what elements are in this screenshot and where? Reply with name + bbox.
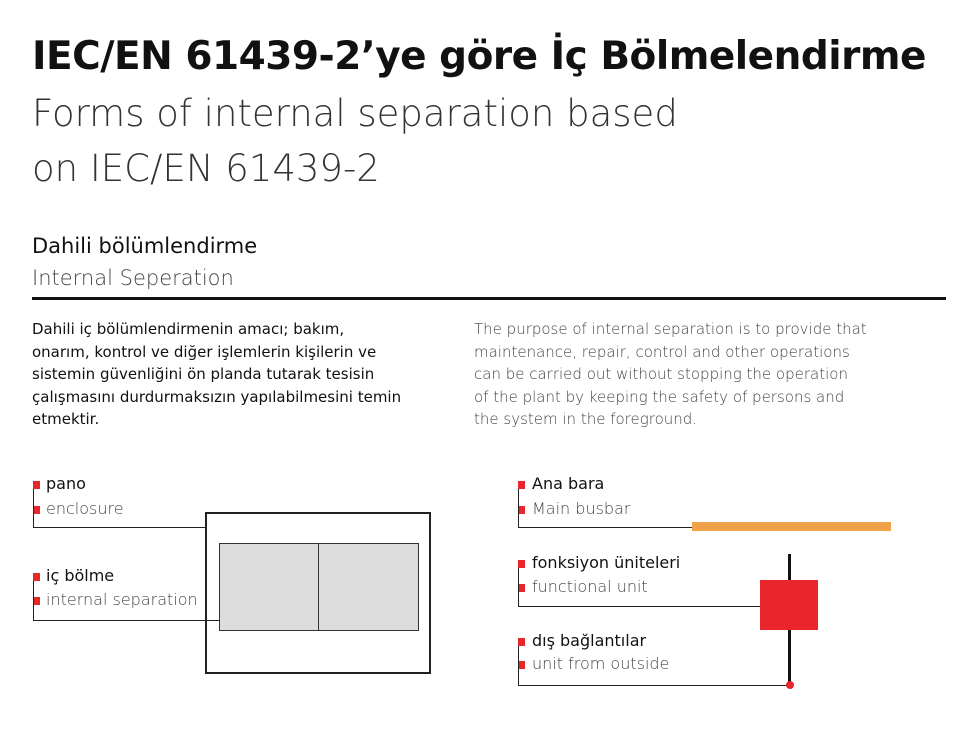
paragraph-turkish xyxy=(32,318,462,431)
leader-line xyxy=(33,527,206,528)
label-busbar-tr: Ana bara xyxy=(532,474,605,493)
leader-line xyxy=(518,606,761,607)
label-functional-en: functional unit xyxy=(532,577,648,596)
label-functional-tr: fonksiyon üniteleri xyxy=(532,553,681,572)
page-subtitle-line-1: Forms of internal separation based xyxy=(32,92,678,135)
connection-point-dot xyxy=(786,681,794,689)
paragraph-line: the system in the foreground. xyxy=(474,410,698,428)
paragraph-line: onarım, kontrol ve diğer işlemlerin kişilerin ve xyxy=(32,342,377,361)
leader-line xyxy=(518,527,692,528)
label-outside-tr: dış bağlantılar xyxy=(532,631,647,650)
section-divider xyxy=(32,297,946,300)
bullet-red-square xyxy=(518,638,525,646)
page-title: IEC/EN 61439-2’ye göre İç Bölmelendirme xyxy=(32,34,926,79)
page-subtitle-line-2: on IEC/EN 61439-2 xyxy=(32,147,380,190)
bullet-red-square xyxy=(33,506,40,514)
paragraph-line: sistemin güvenliğini ön planda tutarak tesisin xyxy=(32,365,375,383)
section-title: Dahili bölümlendirme xyxy=(32,234,258,258)
bullet-red-square xyxy=(518,661,525,669)
label-outside-en: unit from outside xyxy=(532,654,670,673)
compartment-left xyxy=(219,543,319,631)
functional-unit-block xyxy=(760,580,818,630)
leader-line xyxy=(518,489,519,528)
paragraph-line: can be carried out without stopping the operation xyxy=(474,365,848,383)
bullet-red-square xyxy=(518,560,525,568)
bullet-red-square xyxy=(33,573,40,581)
bullet-red-square xyxy=(518,506,525,514)
bullet-red-square xyxy=(33,481,40,489)
leader-line xyxy=(33,489,34,528)
compartment-right xyxy=(318,543,419,631)
leader-line xyxy=(33,620,220,621)
paragraph-line: çalışmasını durdurmaksızın yapılabilmesini temin xyxy=(32,387,402,406)
paragraph-line: etmektir. xyxy=(32,410,100,428)
bullet-red-square xyxy=(518,481,525,489)
leader-line xyxy=(518,646,519,686)
leader-line xyxy=(518,685,790,686)
label-enclosure-tr: pano xyxy=(46,474,86,493)
paragraph-line: maintenance, repair, control and other operations xyxy=(474,342,850,361)
paragraph-english xyxy=(474,318,914,431)
paragraph-line: of the plant by keeping the safety of persons and xyxy=(474,387,845,406)
paragraph-line: Dahili iç bölümlendirmenin amacı; bakım, xyxy=(32,320,345,338)
bullet-red-square xyxy=(518,584,525,592)
label-busbar-en: Main busbar xyxy=(532,499,631,518)
label-separation-en: internal separation xyxy=(46,590,198,609)
main-busbar xyxy=(692,522,891,531)
leader-line xyxy=(518,568,519,607)
section-subtitle: Internal Seperation xyxy=(32,266,234,290)
label-separation-tr: iç bölme xyxy=(46,566,115,585)
label-enclosure-en: enclosure xyxy=(46,499,124,518)
paragraph-line: The purpose of internal separation is to provide that xyxy=(474,320,867,338)
leader-line xyxy=(33,581,34,621)
bullet-red-square xyxy=(33,597,40,605)
